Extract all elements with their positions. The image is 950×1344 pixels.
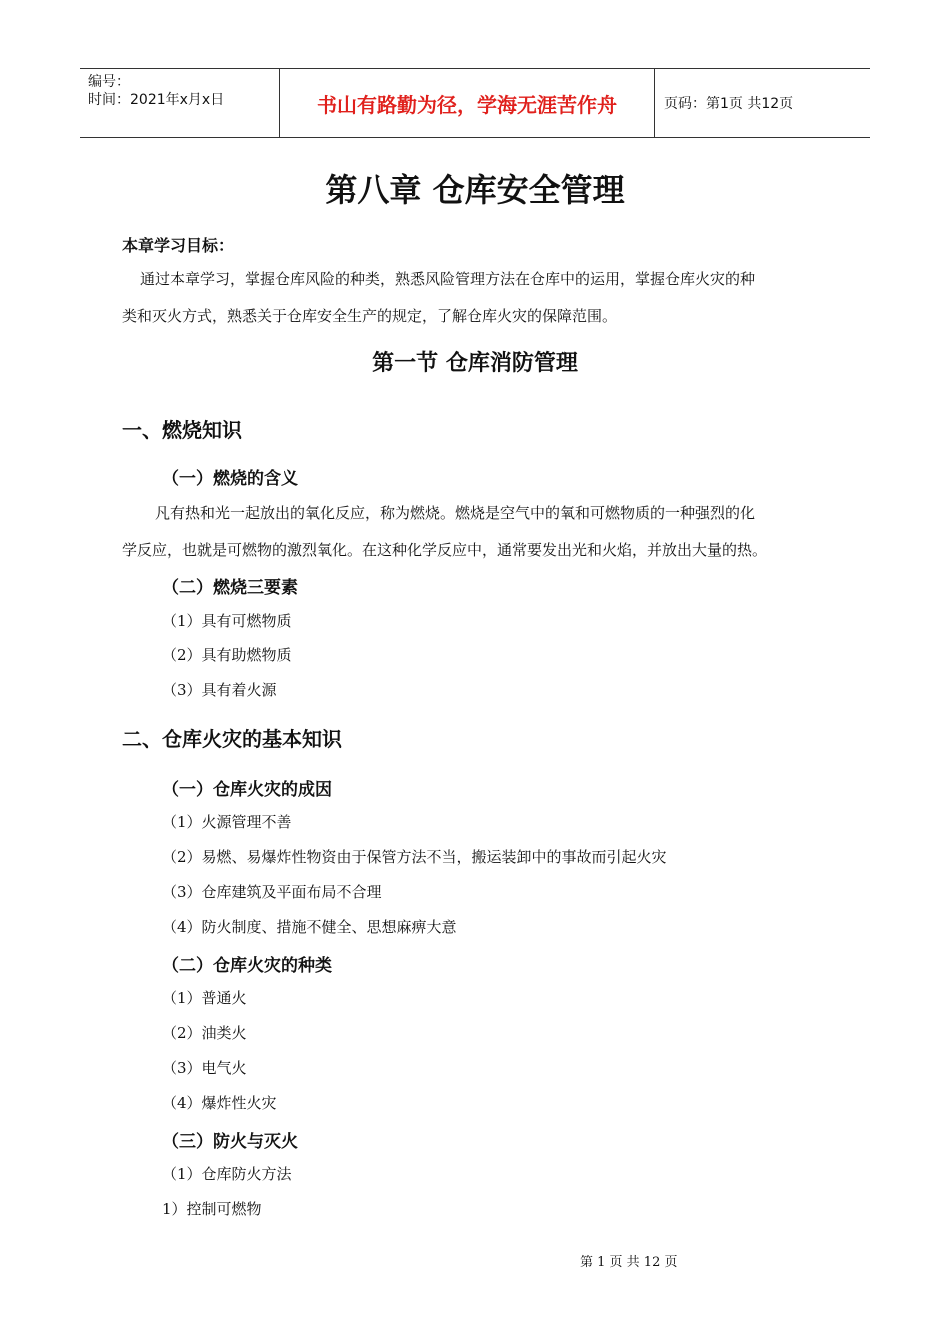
list-item: （2）易燃、易爆炸性物资由于保管方法不当，搬运装卸中的事故而引起火灾 [162,848,667,866]
list-item: （4）爆炸性火灾 [162,1094,277,1112]
part2-sub3: （三）防火与灭火 [162,1132,298,1152]
list-item: （1）火源管理不善 [162,813,292,831]
part1-sub2: （二）燃烧三要素 [162,578,298,598]
control-item: 1）控制可燃物 [162,1200,262,1218]
part1-para-line-2: 学反应，也就是可燃物的激烈氧化。在这种化学反应中，通常要发出光和火焰，并放出大量的热。 [122,541,768,559]
part1-para-line-1: 凡有热和光一起放出的氧化反应，称为燃烧。燃烧是空气中的氧和可燃物质的一种强烈的化 [155,504,756,522]
part2-heading: 二、仓库火灾的基本知识 [122,727,342,751]
list-item: （2）具有助燃物质 [162,646,292,664]
part1-sub1: （一）燃烧的含义 [162,469,298,489]
page-footer: 第 1 页 共 12 页 [580,1255,678,1270]
objectives-line-1: 通过本章学习，掌握仓库风险的种类，熟悉风险管理方法在仓库中的运用，掌握仓库火灾的种 [140,270,756,288]
list-item: （3）仓库建筑及平面布局不合理 [162,883,382,901]
motto-cell [280,69,655,137]
part2-sub2: （二）仓库火灾的种类 [162,956,332,976]
part2-sub1: （一）仓库火灾的成因 [162,780,332,800]
number-label: 编号： [88,74,130,90]
header-table [80,68,870,138]
section-title: 第一节 仓库消防管理 [372,350,578,376]
header-meta-cell [80,69,280,137]
objectives-heading: 本章学习目标： [122,236,235,255]
list-item: （3）具有着火源 [162,681,277,699]
chapter-title: 第八章 仓库安全管理 [325,171,625,209]
objectives-line-2: 类和灭火方式，熟悉关于仓库安全生产的规定，了解仓库火灾的保障范围。 [122,307,618,325]
list-item: （3）电气火 [162,1059,247,1077]
list-item: （2）油类火 [162,1024,247,1042]
part1-heading: 一、燃烧知识 [122,418,242,442]
page-info-text: 页码：第1页 共12页 [664,96,794,112]
list-item: （4）防火制度、措施不健全、思想麻痹大意 [162,918,457,936]
page-info-cell [654,69,870,137]
time-label: 时间：2021年x月x日 [88,92,225,108]
list-item: （1）具有可燃物质 [162,612,292,630]
list-item: （1）普通火 [162,989,247,1007]
prevention-method: （1）仓库防火方法 [162,1165,292,1183]
motto-text: 书山有路勤为径，学海无涯苦作舟 [317,92,617,117]
